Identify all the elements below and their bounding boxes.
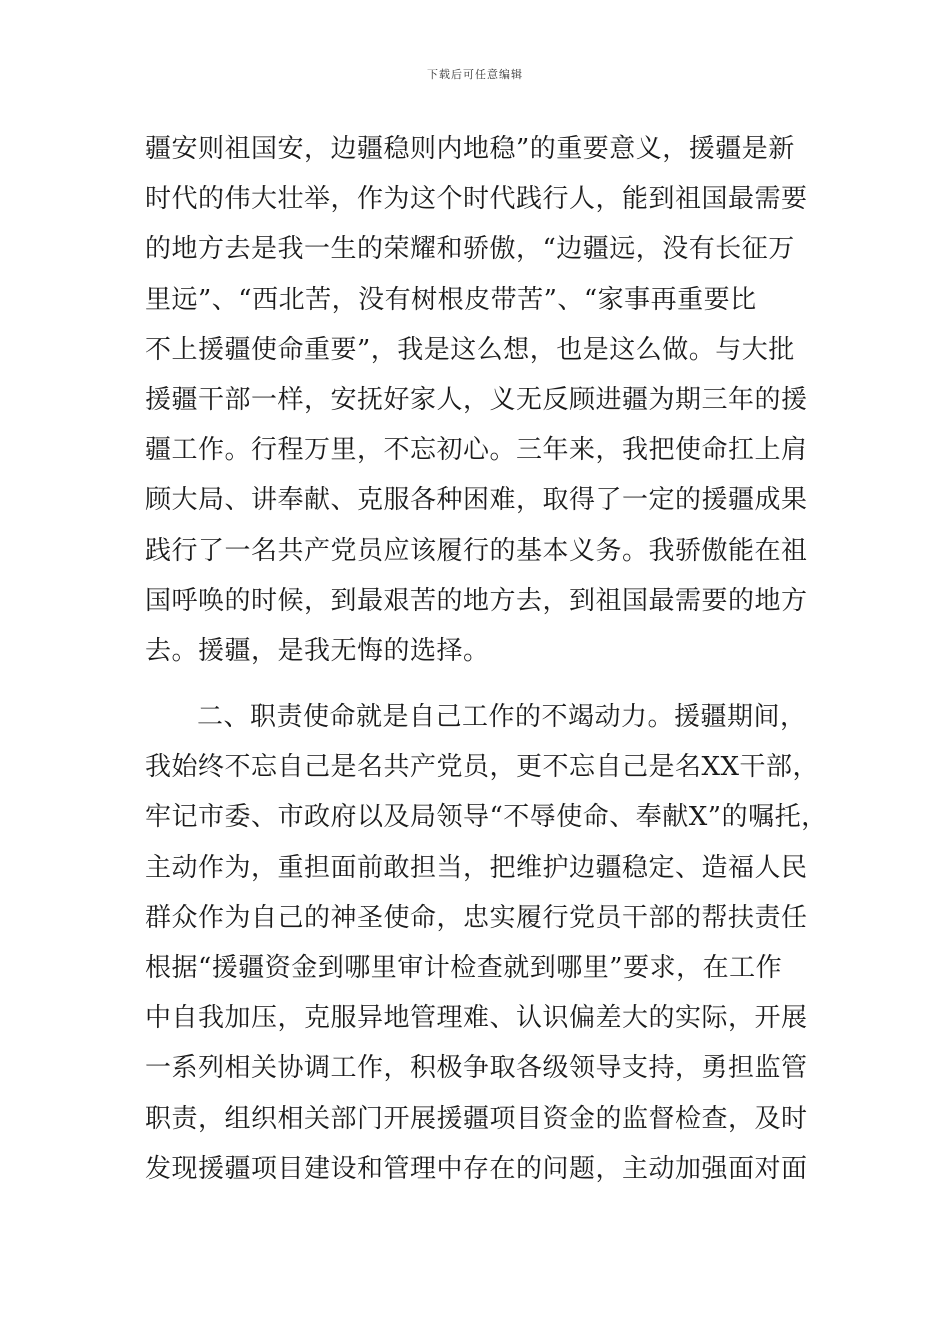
paragraph-line: 中自我加压，克服异地管理难、认识偏差大的实际，开展 [145, 1003, 808, 1034]
paragraph-line: 顾大局、讲奉献、克服各种困难，取得了一定的援疆成果 [145, 485, 808, 516]
paragraph-line: 群众作为自己的神圣使命，忠实履行党员干部的帮扶责任 [145, 902, 808, 933]
paragraph-line: 疆工作。行程万里，不忘初心。三年来，我把使命扛上肩 [145, 435, 808, 466]
paragraph-line: 疆安则祖国安，边疆稳则内地稳”的重要意义，援疆是新 [145, 134, 795, 164]
paragraph-2 [145, 692, 828, 1194]
paragraph-line: 里远”、“西北苦，没有树根皮带苦”、“家事再重要比 [145, 284, 757, 315]
paragraph-line: 一系列相关协调工作，积极争取各级领导支持，勇担监管 [145, 1053, 808, 1084]
paragraph-line: 时代的伟大壮举，作为这个时代践行人，能到祖国最需要 [145, 184, 808, 215]
paragraph-line: 我始终不忘自己是名共产党员，更不忘自己是名XX干部， [145, 752, 820, 783]
paragraph-line: 援疆干部一样，安抚好家人，义无反顾进疆为期三年的援 [145, 384, 808, 415]
paragraph-line: 牢记市委、市政府以及局领导“不辱使命、奉献X”的嘱托， [145, 802, 828, 833]
paragraph-line: 国呼唤的时候，到最艰苦的地方去，到祖国最需要的地方 [145, 585, 808, 616]
paragraph-line: 的地方去是我一生的荣耀和骄傲，“边疆远，没有长征万 [145, 234, 795, 265]
paragraph-line: 根据“援疆资金到哪里审计检查就到哪里”要求，在工作 [145, 952, 783, 983]
header-note: 下载后可任意编辑 [427, 68, 523, 81]
paragraph-line: 职责，组织相关部门开展援疆项目资金的监督检查，及时 [145, 1103, 808, 1134]
paragraph-line: 二、职责使命就是自己工作的不竭动力。援疆期间， [197, 702, 807, 732]
paragraph-line: 去。援疆，是我无悔的选择。 [145, 635, 490, 666]
paragraph-line: 发现援疆项目建设和管理中存在的问题，主动加强面对面 [145, 1153, 808, 1184]
paragraph-line: 主动作为，重担面前敢担当，把维护边疆稳定、造福人民 [145, 852, 808, 883]
paragraph-line: 践行了一名共产党员应该履行的基本义务。我骄傲能在祖 [145, 535, 808, 566]
paragraph-1 [145, 124, 815, 676]
paragraph-line: 不上援疆使命重要”，我是这么想，也是这么做。与大批 [145, 334, 795, 365]
